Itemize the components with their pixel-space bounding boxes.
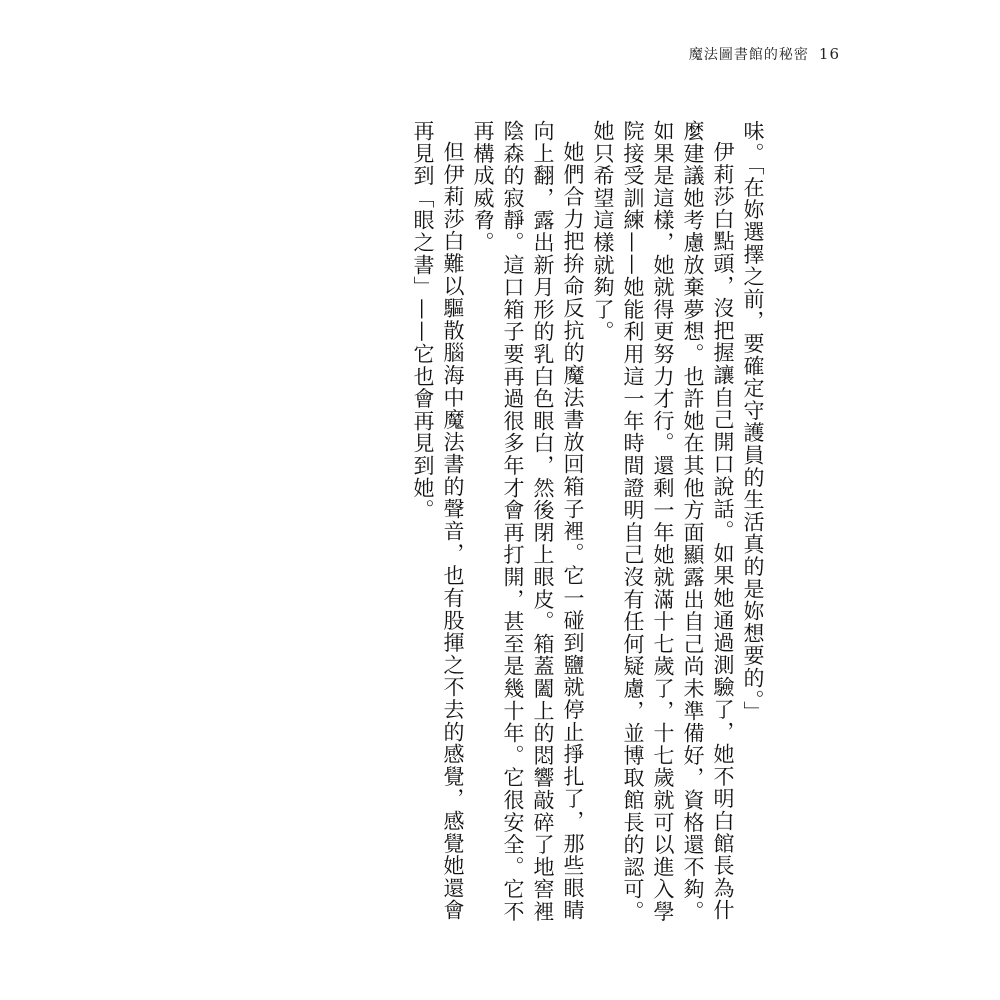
paragraph-1: 味。「在妳選擇之前，要確定守護員的生活真的是妳想要的。」	[741, 120, 765, 724]
book-title: 魔法圖書館的秘密	[688, 47, 809, 63]
paragraph-4: 但伊莉莎白難以驅散腦海中魔法書的聲音，也有股揮之不去的感覺，感覺她還會再見到「眼之書」——它也會再見到她。	[411, 120, 465, 922]
paragraph-2: 伊莉莎白點頭，沒把握讓自己開口說話。如果她通過測驗了，她不明白館長為什麼建議她考慮放棄夢想。也許她在其他方面顯露出自己尚未準備好，資格還不夠。如果是這樣，她就得更努力才行。還剩一年她就滿十七歲了，十七歲就可以進入學院接受訓練——她能利用這一年時間證明自己沒有任何疑慮，並博取館長的認可。她只希望這樣就夠了。	[591, 120, 735, 923]
page-number: 16	[818, 45, 840, 63]
paragraph-3: 她們合力把拚命反抗的魔法書放回箱子裡。它一碰到鹽就停止掙扎了，那些眼睛向上翻，露出新月形的乳白色眼白，然後閉上眼皮。箱蓋闔上的悶響敲碎了地窖裡陰森的寂靜。這口箱子要再過很多年才會再打開，甚至是幾十年。它很安全。它不再構成威脅。	[471, 120, 585, 923]
running-header	[660, 42, 840, 66]
body-text	[411, 120, 768, 940]
